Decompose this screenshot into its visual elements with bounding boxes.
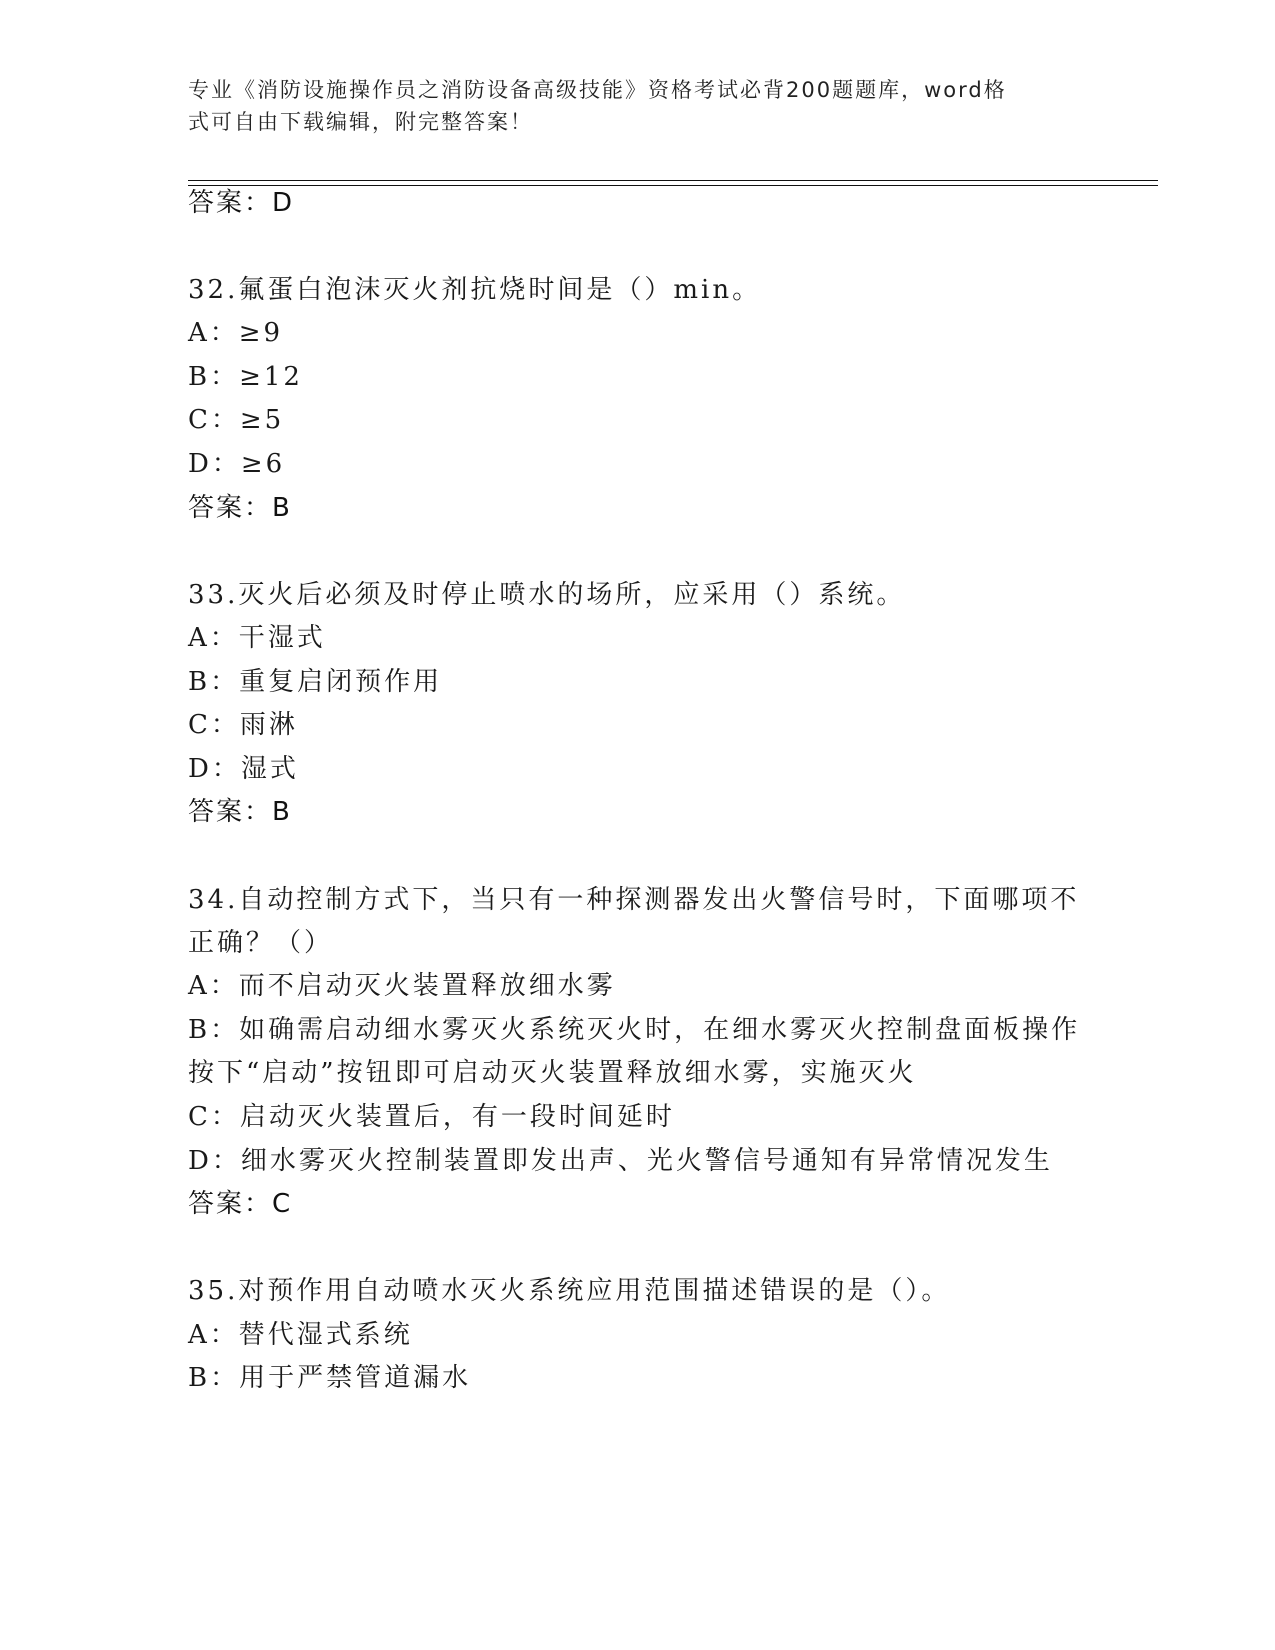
question-option: B：≥12 — [188, 362, 303, 392]
question-option: C：雨淋 — [188, 710, 298, 740]
answer-line: 答案：D — [188, 188, 295, 218]
question-option: C：启动灭火装置后，有一段时间延时 — [188, 1102, 675, 1132]
question-option: B：用于严禁管道漏水 — [188, 1363, 472, 1393]
answer-line: 答案：C — [188, 1189, 293, 1219]
question-stem: 35.对预作用自动喷水灭火系统应用范围描述错误的是（）。 — [188, 1276, 951, 1306]
question-option: A：而不启动灭火装置释放细水雾 — [188, 971, 616, 1001]
header-divider-top — [188, 180, 1158, 181]
header-line-2: 式可自由下载编辑，附完整答案！ — [188, 110, 533, 134]
question-option: B：重复启闭预作用 — [188, 667, 443, 697]
question-option: A：替代湿式系统 — [188, 1320, 413, 1350]
question-option: A：≥9 — [188, 318, 284, 348]
question-option: 按下“启动”按钮即可启动灭火装置释放细水雾，实施灭火 — [188, 1058, 917, 1088]
question-option: D：细水雾灭火控制装置即发出声、光火警信号通知有异常情况发生 — [188, 1146, 1053, 1176]
answer-line: 答案：B — [188, 493, 292, 523]
header-line-1: 专业《消防设施操作员之消防设备高级技能》资格考试必背200题题库，word格 — [188, 78, 1007, 102]
question-option: A：干湿式 — [188, 623, 326, 653]
question-option: C：≥5 — [188, 405, 285, 435]
answer-line: 答案：B — [188, 797, 292, 827]
question-option: B：如确需启动细水雾灭火系统灭火时，在细水雾灭火控制盘面板操作 — [188, 1015, 1081, 1045]
question-stem: 正确？（） — [188, 928, 334, 958]
question-stem: 32.氟蛋白泡沫灭火剂抗烧时间是（）min。 — [188, 275, 762, 305]
document-header — [188, 74, 1078, 138]
question-option: D：≥6 — [188, 449, 286, 479]
question-option: D：湿式 — [188, 754, 299, 784]
header-divider-bottom — [188, 185, 1158, 186]
question-stem: 33.灭火后必须及时停止喷水的场所，应采用（）系统。 — [188, 580, 906, 610]
question-stem: 34.自动控制方式下，当只有一种探测器发出火警信号时，下面哪项不 — [188, 885, 1080, 915]
